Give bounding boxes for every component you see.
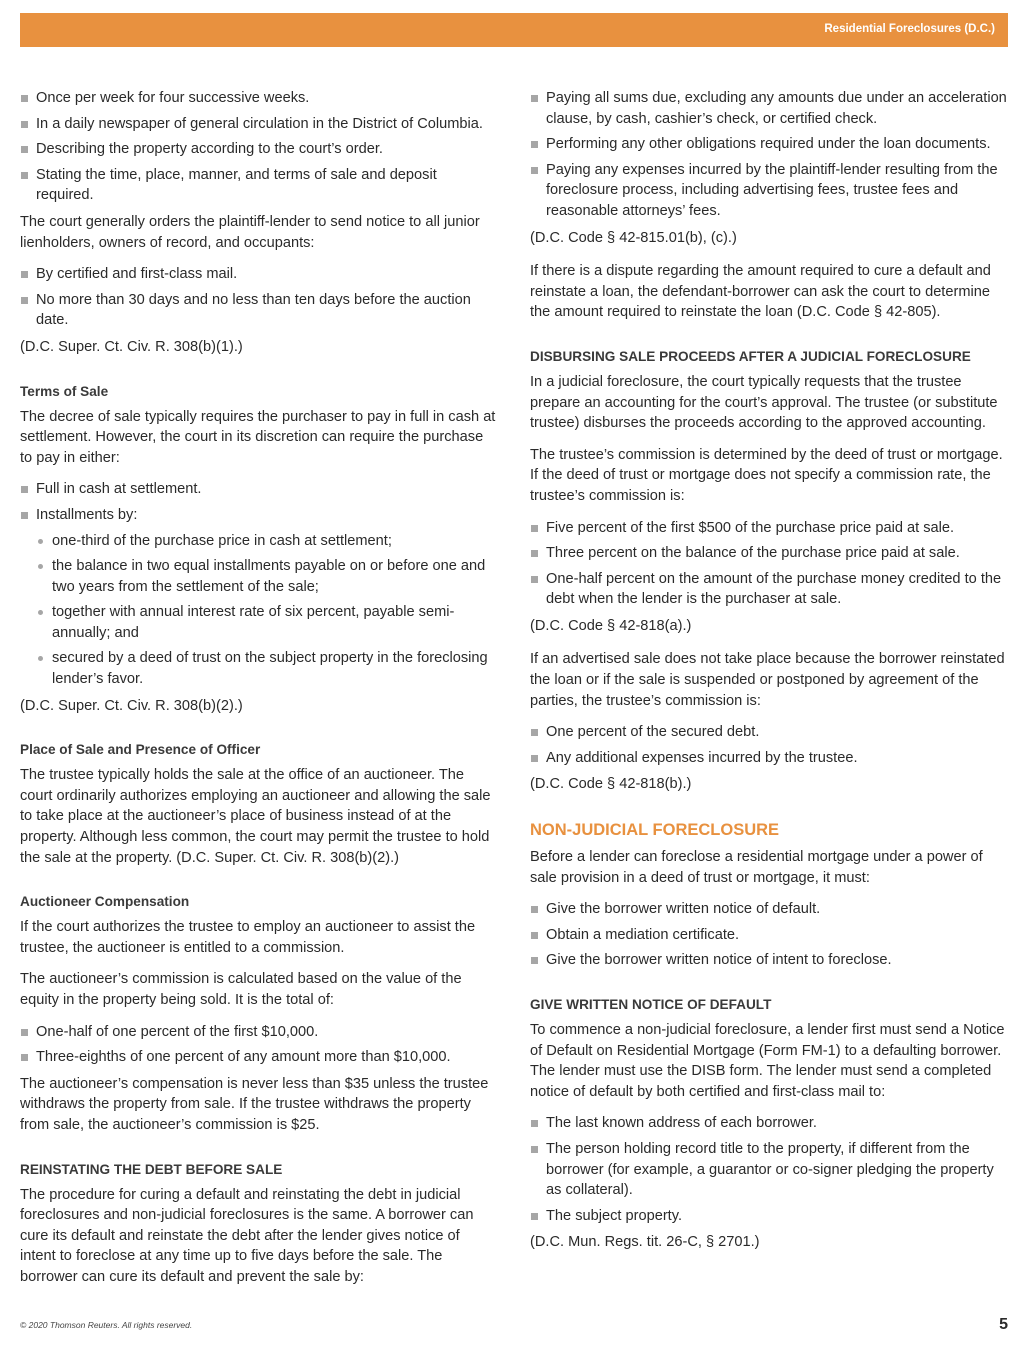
cure-default-list [530,88,1010,222]
paragraph: To commence a non-judicial foreclosure, a lender first must send a Notice of Default on Residential Mortgage (Form FM-1) to a defaulting borrower. The lender must use the DISB form. The lender must send a completed notice of default by both certified and first-class mail to: [530,1022,1005,1100]
sub-list-item: one-third of the purchase price in cash at settlement; [20,531,498,552]
citation: (D.C. Super. Ct. Civ. R. 308(b)(1).) [20,338,243,355]
sub-list-item: the balance in two equal installments payable on or before one and two years from the settlement of the sale; [20,556,498,597]
list-item: Full in cash at settlement. [20,479,498,500]
list-item: Paying any expenses incurred by the plaintiff-lender resulting from the foreclosure process, including advertising fees, trustee fees and reasonable attorneys’ fees. [530,160,1010,222]
heading-terms-of-sale: Terms of Sale [20,383,109,399]
heading-disbursing-proceeds: DISBURSING SALE PROCEEDS AFTER A JUDICIAL FORECLOSURE [530,348,971,364]
paragraph: If there is a dispute regarding the amount required to cure a default and reinstate a loan, the defendant-borrower can ask the court to determine the amount required to reinstate the loan (D.C. Code § 42-805). [530,263,991,321]
header-bar [20,13,1008,47]
paragraph: The trustee’s commission is determined by the deed of trust or mortgage. If the deed of trust or mortgage does not specify a commission rate, the trustee’s commission is: [530,446,1003,504]
foreclosure-steps-list [530,899,1010,971]
citation: (D.C. Mun. Regs. tit. 26-C, § 2701.) [530,1234,760,1251]
paragraph: Before a lender can foreclose a residential mortgage under a power of sale provision in a deed of trust or mortgage, it must: [530,849,983,886]
heading-auctioneer-compensation: Auctioneer Compensation [20,894,190,910]
list-item: No more than 30 days and no less than ten days before the auction date. [20,290,498,331]
list-item: Stating the time, place, manner, and terms of sale and deposit required. [20,165,498,206]
citation: (D.C. Super. Ct. Civ. R. 308(b)(2).) [20,697,243,714]
list-item: The subject property. [530,1206,1010,1227]
commission-list [20,1022,498,1068]
list-item: In a daily newspaper of general circulation in the District of Columbia. [20,114,498,135]
heading-reinstating-debt: REINSTATING THE DEBT BEFORE SALE [20,1161,283,1177]
list-item: Describing the property according to the court’s order. [20,139,498,160]
list-item: One percent of the secured debt. [530,722,1010,743]
list-item: By certified and first-class mail. [20,264,498,285]
list-item: Three-eighths of one percent of any amount more than $10,000. [20,1047,498,1068]
paragraph: The decree of sale typically requires the purchaser to pay in full in cash at settlement. However, the court in its discretion can require the purchase to pay in either: [20,408,496,466]
trustee-commission-list [530,518,1010,610]
document-title: Residential Foreclosures (D.C.) [824,23,995,35]
paragraph: In a judicial foreclosure, the court typically requests that the trustee prepare an accounting for the court’s approval. The trustee (or substitute trustee) disburses the proceeds according to the approved accounting. [530,373,998,432]
paragraph: The auctioneer’s commission is calculated based on the value of the equity in the property being sold. It is the total of: [20,971,462,1008]
citation: (D.C. Code § 42-818(b).) [530,776,692,793]
paragraph: If an advertised sale does not take place because the borrower reinstated the loan or if the sale is suspended or postponed by agreement of the parties, the trustee’s commission is: [530,651,1005,709]
list-item: Give the borrower written notice of intent to foreclose. [530,950,1010,971]
sub-list-item: secured by a deed of trust on the subject property in the foreclosing lender’s favor. [20,648,498,689]
list-item: Three percent on the balance of the purchase price paid at sale. [530,543,1010,564]
heading-notice-of-default: GIVE WRITTEN NOTICE OF DEFAULT [530,997,772,1012]
citation: (D.C. Code § 42-815.01(b), (c).) [530,229,737,246]
paragraph: The trustee typically holds the sale at the office of an auctioneer. The court ordinarily authorizes employing an auctioneer and allowing the sale to take place at the auctioneer’s place of business instead of at the property. Although less common, the court may permit the trustee to hold the sale at the property. (D.C. Super. Ct. Civ. R. 308(b)(2).) [20,767,491,866]
citation: (D.C. Code § 42-818(a).) [530,617,692,634]
list-item: One-half of one percent of the first $10,000. [20,1022,498,1043]
list-item: Performing any other obligations required under the loan documents. [530,134,1010,155]
left-column [20,88,498,1299]
paragraph: If the court authorizes the trustee to employ an auctioneer to assist the trustee, the auctioneer is entitled to a commission. [20,919,476,956]
right-column [530,88,1010,1266]
list-item: The last known address of each borrower. [530,1113,1010,1134]
list-item: Any additional expenses incurred by the trustee. [530,748,1010,769]
list-item: Once per week for four successive weeks. [20,88,498,109]
publication-requirements-list [20,88,498,206]
notice-recipients-list [530,1113,1010,1226]
list-item: Obtain a mediation certificate. [530,925,1010,946]
list-item: Installments by: [20,505,498,526]
heading-place-of-sale: Place of Sale and Presence of Officer [20,742,261,758]
paragraph: The procedure for curing a default and reinstating the debt in judicial foreclosures and non-judicial foreclosures is the same. A borrower can cure its default and reinstate the debt after the lender gives notice of intent to foreclose at any time up to five days before the sale. The borrower can cure its default and prevent the sale by: [20,1186,474,1285]
paragraph: The court generally orders the plaintiff-lender to send notice to all junior lienholders, owners of record, and occupants: [20,213,480,251]
payment-options-list [20,479,498,689]
notice-mail-list [20,264,498,331]
page-number: 5 [999,1316,1008,1333]
copyright-notice: © 2020 Thomson Reuters. All rights reserved. [20,1320,193,1330]
heading-non-judicial-foreclosure: NON-JUDICIAL FORECLOSURE [530,821,780,840]
paragraph: The auctioneer’s compensation is never less than $35 unless the trustee withdraws the property from sale. If the trustee withdraws the property from sale, the auctioneer’s commission is $25. [20,1075,489,1133]
postponed-commission-list [530,722,1010,768]
list-item: Paying all sums due, excluding any amounts due under an acceleration clause, by cash, cashier’s check, or certified check. [530,88,1010,129]
list-item: Five percent of the first $500 of the purchase price paid at sale. [530,518,1010,539]
list-item: The person holding record title to the property, if different from the borrower (for example, a guarantor or co-signer pledging the property as collateral). [530,1139,1010,1201]
list-item: Give the borrower written notice of default. [530,899,1010,920]
list-item: One-half percent on the amount of the purchase money credited to the debt when the lender is the purchaser at sale. [530,569,1010,610]
sub-list-item: together with annual interest rate of six percent, payable semi-annually; and [20,602,498,643]
